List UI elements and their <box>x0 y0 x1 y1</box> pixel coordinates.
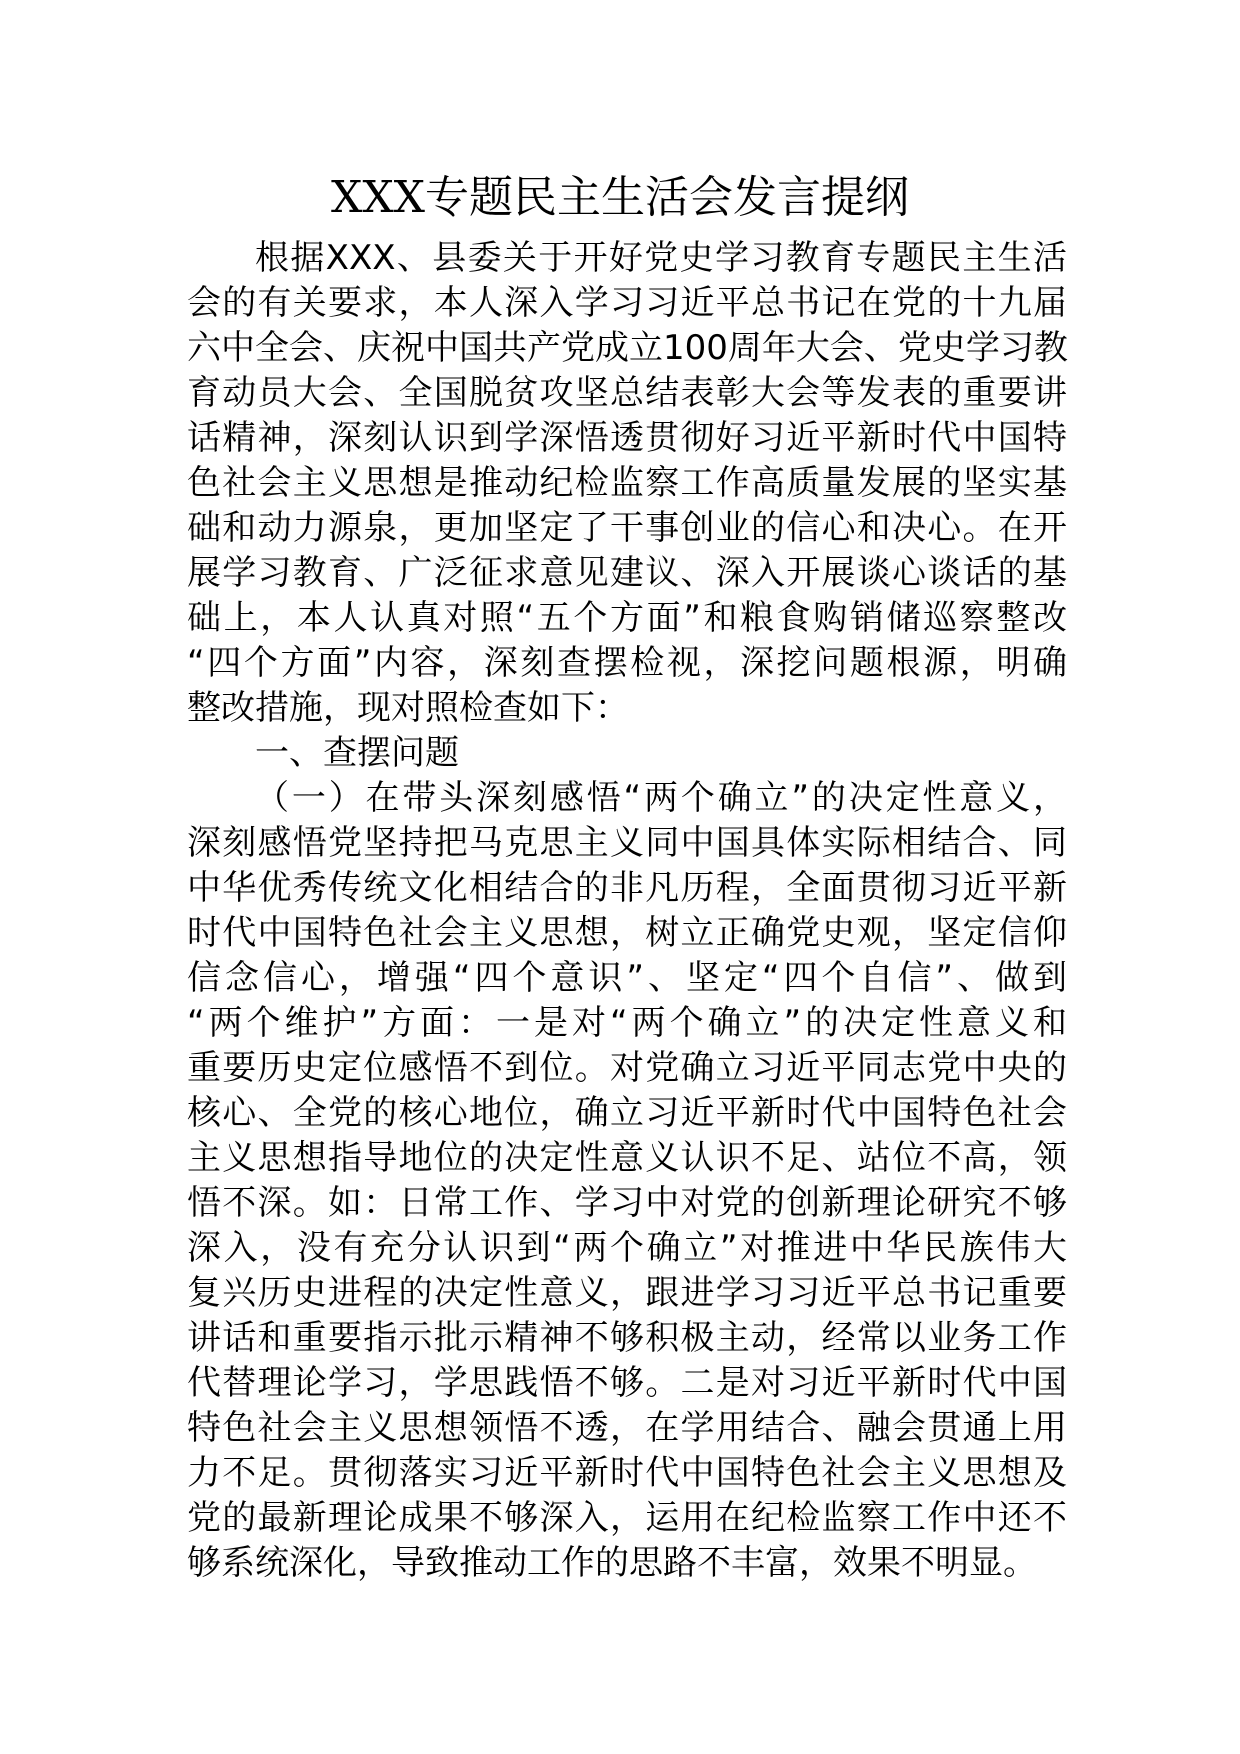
paragraph-line: 代替理论学习，学思践悟不够。二是对习近平新时代中国 <box>187 1363 1067 1403</box>
paragraph-line: 信念信心，增强“四个意识”、坚定“四个自信”、做到 <box>187 958 1067 998</box>
paragraph-line: 够系统深化，导致推动工作的思路不丰富，效果不明显。 <box>187 1543 1037 1583</box>
paragraph-line: 深入，没有充分认识到“两个确立”对推进中华民族伟大 <box>187 1228 1067 1268</box>
document-body <box>187 236 1067 1586</box>
paragraph-line: 根据XXX、县委关于开好党史学习教育专题民主生活 <box>255 238 1067 278</box>
paragraph-line: 话精神，深刻认识到学深悟透贯彻好习近平新时代中国特 <box>187 418 1067 458</box>
paragraph-line: 色社会主义思想是推动纪检监察工作高质量发展的坚实基 <box>187 463 1067 503</box>
paragraph-line: 重要历史定位感悟不到位。对党确立习近平同志党中央的 <box>187 1048 1067 1088</box>
document-title: XXX专题民主生活会发言提纲 <box>331 172 909 223</box>
paragraph-line: 会的有关要求，本人深入学习习近平总书记在党的十九届 <box>187 283 1067 323</box>
section-heading: 一、查摆问题 <box>255 733 459 773</box>
paragraph-line: 讲话和重要指示批示精神不够积极主动，经常以业务工作 <box>187 1318 1067 1358</box>
paragraph-line: 复兴历史进程的决定性意义，跟进学习习近平总书记重要 <box>187 1273 1067 1313</box>
paragraph-line: 核心、全党的核心地位，确立习近平新时代中国特色社会 <box>187 1093 1067 1133</box>
paragraph-line: 悟不深。如：日常工作、学习中对党的创新理论研究不够 <box>187 1183 1067 1223</box>
paragraph-line: （一）在带头深刻感悟“两个确立”的决定性意义， <box>255 778 1067 818</box>
paragraph-line: “四个方面”内容，深刻查摆检视，深挖问题根源，明确 <box>187 643 1067 683</box>
paragraph-line: 展学习教育、广泛征求意见建议、深入开展谈心谈话的基 <box>187 553 1067 593</box>
paragraph-line: 主义思想指导地位的决定性意义认识不足、站位不高，领 <box>187 1138 1067 1178</box>
paragraph-line: 深刻感悟党坚持把马克思主义同中国具体实际相结合、同 <box>187 823 1067 863</box>
paragraph-line: 中华优秀传统文化相结合的非凡历程，全面贯彻习近平新 <box>187 868 1067 908</box>
paragraph-line: 党的最新理论成果不够深入，运用在纪检监察工作中还不 <box>187 1498 1067 1538</box>
paragraph-line: 特色社会主义思想领悟不透，在学用结合、融会贯通上用 <box>187 1408 1067 1448</box>
paragraph-line: 础上，本人认真对照“五个方面”和粮食购销储巡察整改 <box>187 598 1067 638</box>
paragraph-line: 础和动力源泉，更加坚定了干事创业的信心和决心。在开 <box>187 508 1067 548</box>
paragraph-line: “两个维护”方面：一是对“两个确立”的决定性意义和 <box>187 1003 1067 1043</box>
paragraph-line: 六中全会、庆祝中国共产党成立100周年大会、党史学习教 <box>187 328 1068 368</box>
paragraph-line: 整改措施，现对照检查如下： <box>187 688 629 728</box>
paragraph-line: 时代中国特色社会主义思想，树立正确党史观，坚定信仰 <box>187 913 1067 953</box>
paragraph-line: 力不足。贯彻落实习近平新时代中国特色社会主义思想及 <box>187 1453 1067 1493</box>
paragraph-line: 育动员大会、全国脱贫攻坚总结表彰大会等发表的重要讲 <box>187 373 1067 413</box>
